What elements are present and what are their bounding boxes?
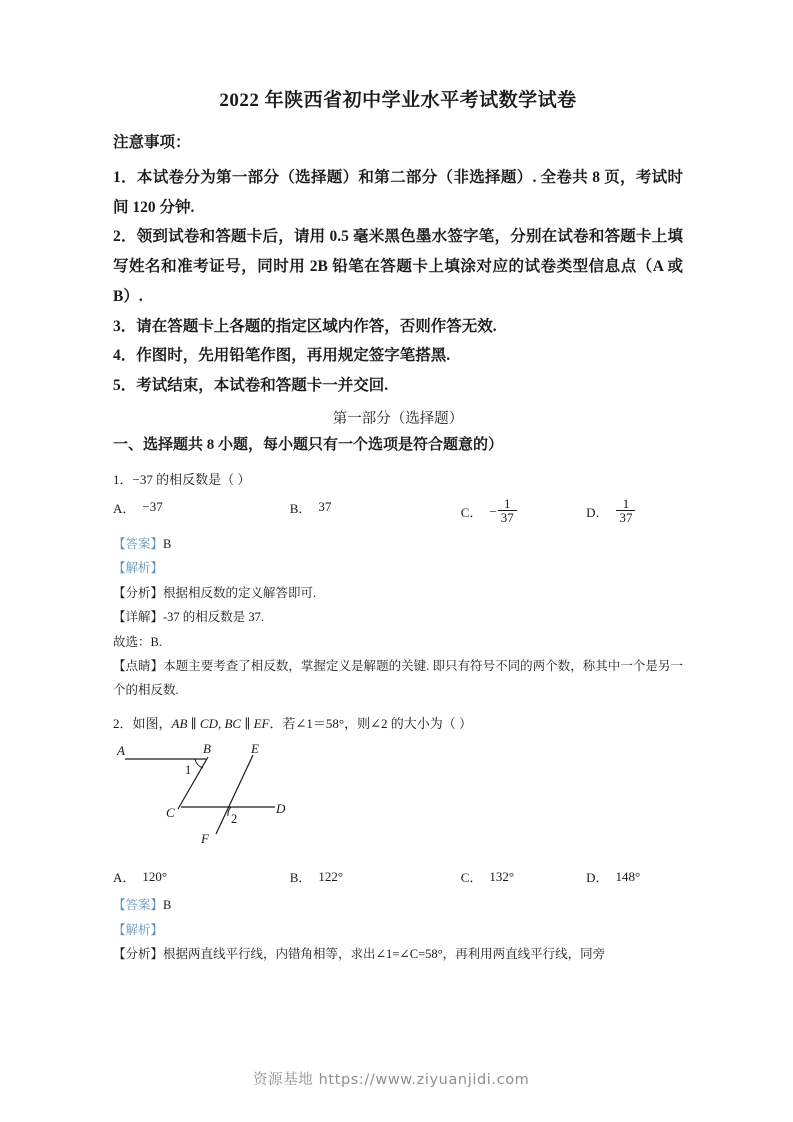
option-1-c-denominator: 37 bbox=[498, 510, 517, 525]
option-1-b-value: 37 bbox=[318, 499, 332, 515]
option-1-a-value: −37 bbox=[142, 499, 163, 515]
question-1-options bbox=[113, 495, 683, 526]
figure-label-a: A bbox=[117, 743, 125, 759]
document-body bbox=[113, 88, 683, 967]
option-2-a-value: 120° bbox=[142, 868, 168, 884]
option-1-d[interactable] bbox=[586, 495, 683, 526]
option-2-b[interactable] bbox=[290, 867, 461, 886]
parallel-lines-diagram bbox=[113, 741, 413, 863]
figure-label-b: B bbox=[203, 741, 211, 757]
option-2-b-value: 122° bbox=[318, 868, 344, 884]
question-2-analysis bbox=[113, 942, 683, 966]
question-2-stem bbox=[113, 713, 683, 736]
question-1-detail-tag: 【详解】 bbox=[113, 610, 164, 625]
option-1-d-label: D． bbox=[586, 505, 609, 521]
section-heading: 一、选择题共 8 小题，每小题只有一个选项是符合题意的） bbox=[113, 437, 504, 454]
question-1-explain-tag-line bbox=[113, 556, 683, 580]
notice-item-3: 3．请在答题卡上各题的指定区域内作答，否则作答无效. bbox=[113, 317, 497, 335]
question-2-figure bbox=[113, 741, 683, 863]
question-2-mid: ．若∠1＝58°，则∠2 的大小为（ ） bbox=[269, 715, 472, 731]
option-2-d[interactable] bbox=[586, 867, 683, 886]
option-2-a-label: A． bbox=[113, 870, 136, 886]
question-2-number: 2． bbox=[113, 715, 133, 731]
question-1-stem bbox=[113, 469, 683, 492]
notice-item-2: 2．领到试卷和答题卡后，请用 0.5 毫米黑色墨水签字笔，分别在试卷和答题卡上填写姓名和准考证号，同时用 2B 铅笔在答题卡上填涂对应的试卷类型信息点（A 或 B）. bbox=[113, 228, 683, 305]
option-1-d-fraction bbox=[616, 497, 635, 525]
question-1-insight-text: 本题主要考查了相反数，掌握定义是解题的关键. 即只有符号不同的两个数，称其中一个是另一个的相反数. bbox=[113, 658, 683, 698]
notice-heading: 注意事项： bbox=[113, 133, 191, 151]
option-1-a-label: A． bbox=[113, 500, 136, 516]
question-1-choose: 故选：B. bbox=[113, 634, 162, 649]
notice-item-5: 5．考试结束，本试卷和答题卡一并交回. bbox=[113, 377, 389, 395]
question-1-number: 1． bbox=[113, 471, 133, 487]
question-1-answer bbox=[113, 532, 683, 556]
question-1-explain-tag: 【解析】 bbox=[113, 561, 164, 576]
question-2-analysis-text: 根据两直线平行线，内错角相等，求出∠1=∠C=58°，再利用两直线平行线，同旁 bbox=[163, 947, 606, 962]
option-2-c-value: 132° bbox=[489, 868, 515, 884]
question-1-answer-value: B bbox=[163, 537, 172, 552]
option-1-b-label: B． bbox=[289, 500, 312, 516]
question-2-explain-tag-line bbox=[113, 918, 683, 942]
question-1-detail-text: -37 的相反数是 37. bbox=[163, 610, 265, 625]
figure-label-f: F bbox=[201, 831, 209, 847]
option-2-d-label: D． bbox=[586, 870, 609, 886]
figure-angle-2: 2 bbox=[231, 812, 238, 827]
option-1-c-fraction bbox=[498, 497, 517, 525]
option-1-c-sign: − bbox=[489, 503, 497, 519]
question-2-prefix: 如图， bbox=[132, 715, 172, 731]
figure-angle-1: 1 bbox=[185, 763, 192, 778]
option-2-b-label: B． bbox=[289, 870, 312, 886]
question-2-answer bbox=[113, 893, 683, 917]
question-1-insight-tag: 【点睛】 bbox=[113, 658, 164, 673]
option-1-b[interactable] bbox=[290, 498, 461, 517]
question-1-analysis bbox=[113, 581, 683, 605]
question-1-answer-tag: 【答案】 bbox=[113, 537, 164, 552]
figure-label-c: C bbox=[166, 805, 175, 821]
question-1-text: −37 的相反数是（ ） bbox=[132, 471, 251, 487]
option-1-d-denominator: 37 bbox=[616, 510, 635, 525]
question-2-math: AB ∥ CD, BC ∥ EF bbox=[171, 715, 270, 731]
option-1-c-label: C． bbox=[460, 505, 483, 521]
site-watermark: 资源基地 https://www.ziyuanjidi.com bbox=[253, 1072, 530, 1088]
question-2-answer-value: B bbox=[163, 898, 172, 913]
question-1-insight bbox=[113, 654, 683, 703]
question-2-answer-tag: 【答案】 bbox=[113, 898, 164, 913]
option-2-c[interactable] bbox=[461, 867, 586, 886]
part-heading: 第一部分（选择题） bbox=[332, 410, 464, 427]
question-1-analysis-tag: 【分析】 bbox=[113, 585, 164, 600]
line-bc bbox=[178, 757, 208, 809]
option-2-a[interactable] bbox=[113, 867, 290, 886]
notice-item-1: 1．本试卷分为第一部分（选择题）和第二部分（非选择题）. 全卷共 8 页，考试时间 120 分钟. bbox=[113, 168, 683, 216]
figure-label-d: D bbox=[276, 801, 286, 817]
question-2-explain-tag: 【解析】 bbox=[113, 922, 164, 937]
question-1-detail bbox=[113, 605, 683, 629]
option-1-c-numerator: 1 bbox=[503, 495, 511, 511]
question-1-analysis-text: 根据相反数的定义解答即可. bbox=[163, 585, 317, 600]
option-2-c-label: C． bbox=[460, 870, 483, 886]
option-1-d-numerator: 1 bbox=[622, 495, 630, 511]
question-2-analysis-tag: 【分析】 bbox=[113, 947, 164, 962]
option-2-d-value: 148° bbox=[615, 868, 641, 884]
option-1-c[interactable] bbox=[460, 495, 586, 526]
figure-label-e: E bbox=[251, 741, 259, 757]
question-2-options bbox=[113, 867, 683, 887]
page-title: 2022 年陕西省初中学业水平考试数学试卷 bbox=[219, 90, 577, 111]
notice-item-4: 4．作图时，先用铅笔作图，再用规定签字笔搭黑. bbox=[113, 347, 451, 365]
option-1-a[interactable] bbox=[113, 498, 290, 517]
